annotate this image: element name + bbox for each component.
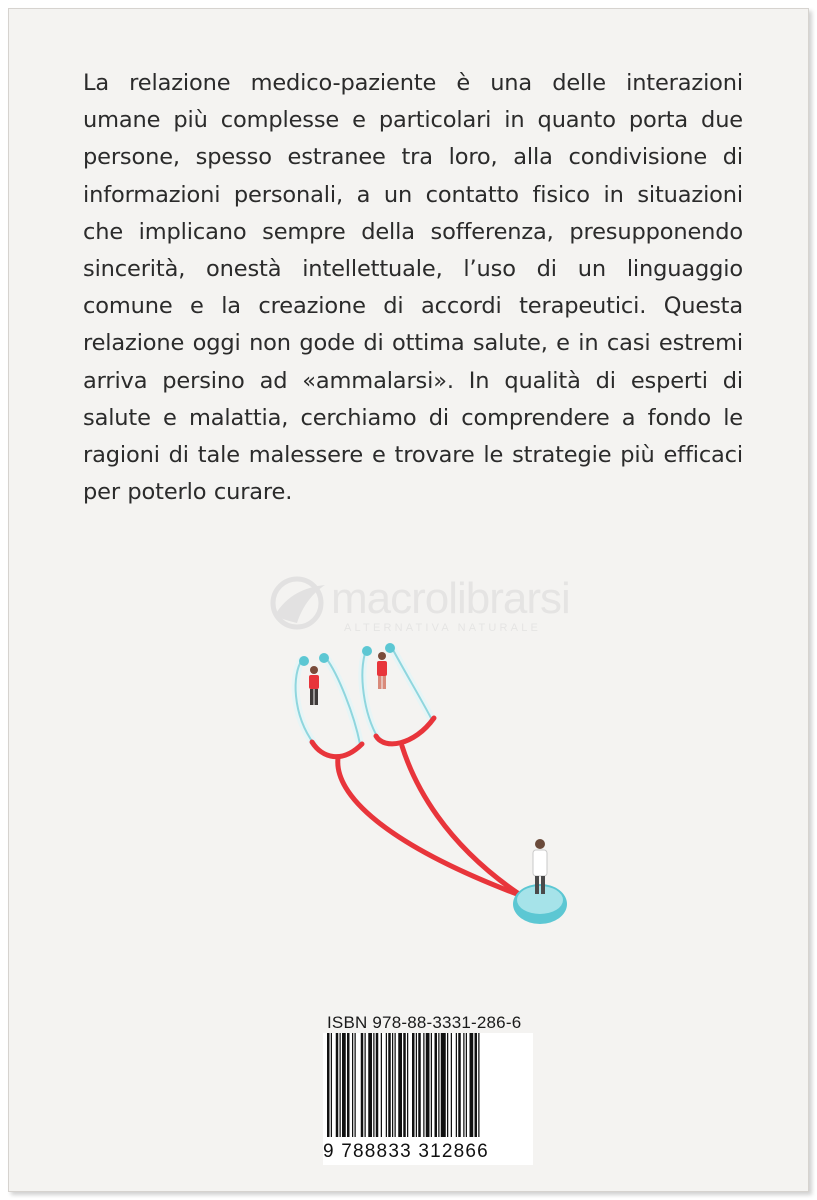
barcode-bar [395,1033,396,1137]
barcode-bar [451,1033,452,1137]
isbn-label: ISBN 978-88-3331-286-6 [327,1013,522,1032]
barcode-bar [331,1033,332,1137]
barcode-bar [431,1033,432,1137]
barcode-bar [478,1033,479,1137]
barcode-bar [365,1033,366,1137]
barcode-bar [327,1033,330,1137]
barcode [323,1033,533,1165]
barcode-digits: 9 788833 312866 [323,1141,489,1162]
barcode-bar [426,1033,430,1137]
barcode-bar [381,1033,382,1137]
barcode-bar [475,1033,478,1137]
barcode-bars [323,1033,533,1141]
watermark [259,571,579,641]
barcode-bar [392,1033,393,1137]
barcode-bar [456,1033,457,1137]
barcode-bar [438,1033,439,1137]
barcode-bar [463,1033,464,1137]
barcode-bar [423,1033,424,1137]
barcode-bar [447,1033,448,1137]
barcode-bar [412,1033,415,1137]
blurb-text: La relazione medico-paziente è una delle interazioni umane più complesse e particolari in quanto porta due persone, spesso estranee tra loro, alla condivisione di informazioni personali, a un contatto fisico in situazioni che implicano sempre della sofferenza, presupponendo sincerità, onestà intellettuale, l’uso di un linguaggio comune e la creazione di accordi terapeutici. Questa relazione oggi non gode di ottima salute, e in casi estremi arriva persino ad «ammalarsi». In qualità di esperti di salute e malattia, cerchiamo di comprendere a fondo le ragioni di tale malessere e trovare le strategie più efficaci per poterlo curare. [83,70,743,506]
barcode-bar [416,1033,417,1137]
barcode-bar [388,1033,391,1137]
stethoscope-illustration [274,634,574,934]
watermark-name: macrolibrarsi [331,574,570,623]
book-back-cover [8,8,809,1192]
barcode-bar [361,1033,364,1137]
barcode-bar [386,1033,387,1137]
watermark-tagline: ALTERNATIVA NATURALE [344,622,542,634]
barcode-bar [347,1033,350,1137]
barcode-bar [355,1033,356,1137]
barcode-bar [418,1033,421,1137]
barcode-bar [466,1033,467,1137]
barcode-bar [398,1033,402,1137]
barcode-bar [340,1033,341,1137]
barcode-bar [403,1033,406,1137]
barcode-bar [373,1033,374,1137]
patient-figure-left [309,666,319,705]
barcode-bar [441,1033,446,1137]
barcode-bar [435,1033,438,1137]
barcode-bar [407,1033,408,1137]
barcode-bar [342,1033,346,1137]
barcode-bar [470,1033,474,1137]
barcode-bar [376,1033,379,1137]
leaf-logo-icon [267,575,329,631]
patient-figure-right [377,652,387,689]
barcode-bar [368,1033,372,1137]
barcode-bar [352,1033,353,1137]
barcode-bar [336,1033,339,1137]
barcode-bar [458,1033,461,1137]
